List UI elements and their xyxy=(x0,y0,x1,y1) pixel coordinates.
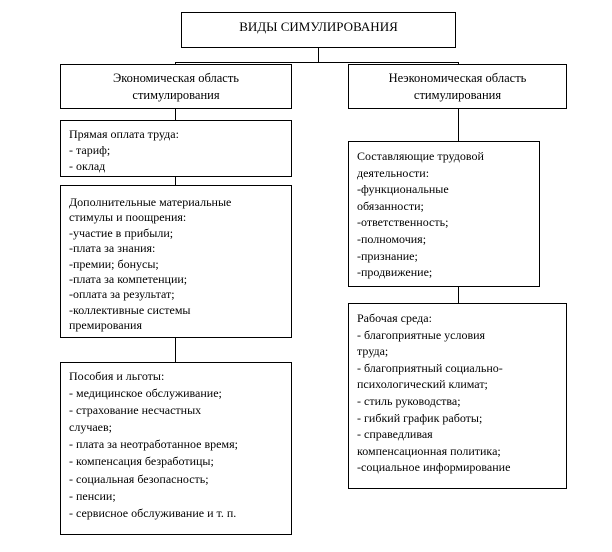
box-line: Дополнительные материальные xyxy=(69,195,232,209)
box-line: -оплата за результат; xyxy=(69,287,175,302)
box-line: - компенсация безработицы; xyxy=(69,454,214,469)
box-line: -ответственность; xyxy=(357,215,449,230)
right-header-line: стимулирования xyxy=(413,88,502,102)
box-line: -признание; xyxy=(357,248,418,263)
box-line: Составляющие трудовой xyxy=(357,149,484,163)
box-line: - гибкий график работы; xyxy=(357,410,483,425)
box-line: -полномочия; xyxy=(357,231,427,246)
left-header-line: стимулирования xyxy=(132,88,220,102)
connector-left-3 xyxy=(175,337,176,363)
box-line: - справедливая xyxy=(357,427,433,442)
right-header-box xyxy=(348,64,567,109)
direct-pay-box xyxy=(60,120,292,177)
box-line: - стиль руководства; xyxy=(357,393,461,408)
connector-title-down xyxy=(318,47,319,63)
box-line: Пособия и льготы: xyxy=(69,369,165,383)
box-line: деятельности: xyxy=(357,165,430,180)
box-line: - оклад xyxy=(69,159,106,173)
box-line: -коллективные системы xyxy=(69,302,191,317)
box-line: - пенсии; xyxy=(69,488,116,503)
box-line: -функциональные xyxy=(357,182,449,197)
benefits-box xyxy=(60,362,292,535)
box-line: -социальное информирование xyxy=(357,460,511,475)
box-line: - благоприятный социально- xyxy=(357,360,503,375)
box-line: - социальная безопасность; xyxy=(69,471,209,486)
right-header-line: Неэкономическая область xyxy=(388,71,527,85)
box-line: премирования xyxy=(69,318,142,333)
box-line: - плата за неотработанное время; xyxy=(69,437,238,452)
work-environment-box xyxy=(348,303,567,489)
box-line: - медицинское обслуживание; xyxy=(69,386,222,401)
connector-horizontal xyxy=(175,62,459,63)
connector-right-2 xyxy=(458,286,459,304)
box-line: психологический климат; xyxy=(357,377,488,392)
work-components-box xyxy=(348,141,540,287)
box-line: -участие в прибыли; xyxy=(69,225,174,240)
box-line: -премии; бонусы; xyxy=(69,256,159,271)
box-line: обязанности; xyxy=(357,198,424,213)
box-line: труда; xyxy=(357,344,389,359)
box-line: - страхование несчастных xyxy=(69,403,202,418)
box-line: - сервисное обслуживание и т. п. xyxy=(69,505,237,520)
box-line: - благоприятные условия xyxy=(357,327,486,342)
additional-incentives-box xyxy=(60,185,292,338)
box-line: Прямая оплата труда: xyxy=(69,127,179,141)
diagram-title: ВИДЫ СИМУЛИРОВАНИЯ xyxy=(239,19,398,34)
box-line: Рабочая среда: xyxy=(357,311,432,325)
left-header-box xyxy=(60,64,292,109)
box-line: случаев; xyxy=(69,420,113,435)
box-line: -плата за компетенции; xyxy=(69,272,188,287)
box-line: -плата за знания: xyxy=(69,241,156,256)
title-box xyxy=(181,12,456,48)
box-line: - тариф; xyxy=(69,143,111,157)
box-line: -продвижение; xyxy=(357,265,433,280)
box-line: стимулы и поощрения: xyxy=(69,210,187,225)
connector-right-1 xyxy=(458,108,459,142)
left-header-line: Экономическая область xyxy=(112,71,240,85)
box-line: компенсационная политика; xyxy=(357,443,501,458)
